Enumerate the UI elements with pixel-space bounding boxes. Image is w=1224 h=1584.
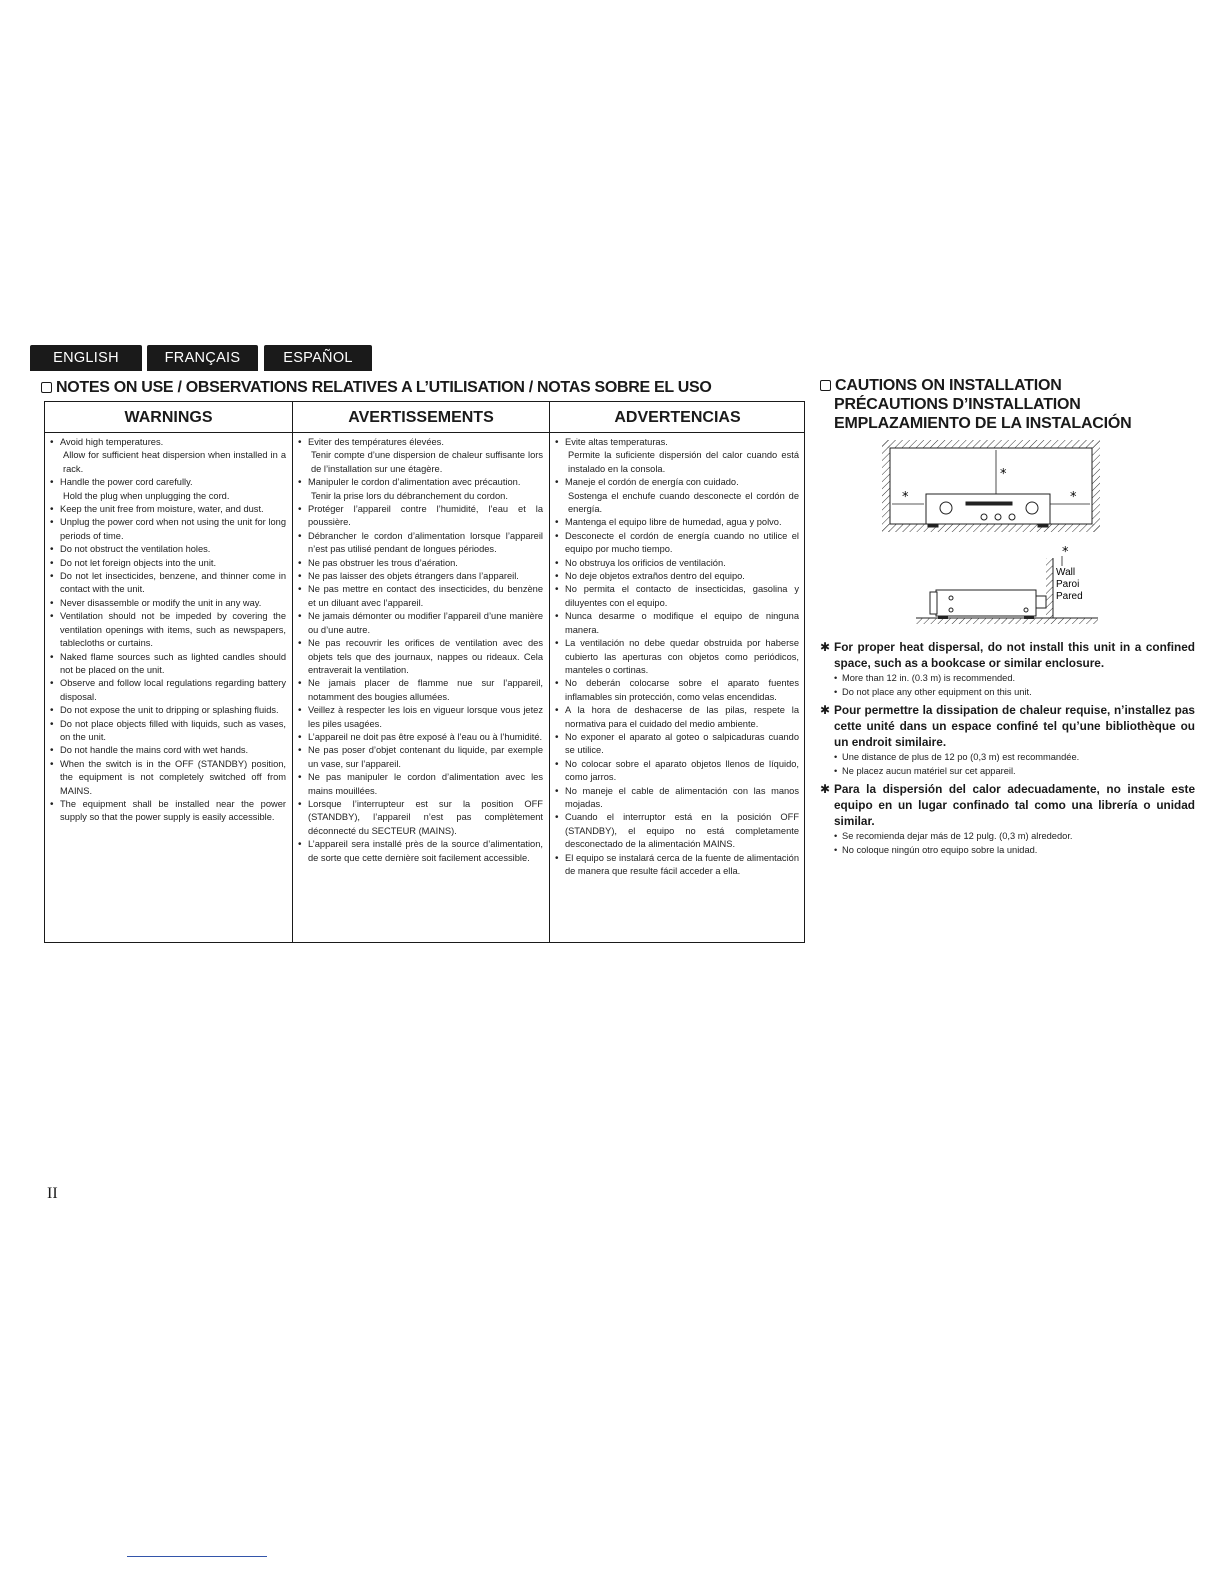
list-item xyxy=(550,852,799,879)
tab-francais: FRANÇAIS xyxy=(147,345,258,371)
advertencias-list xyxy=(550,436,805,942)
list-item xyxy=(550,610,799,637)
warnings-heading: WARNINGS xyxy=(45,402,292,433)
list-item-detail: Permite la suficiente dispersión del calor cuando está instalado en la consola. xyxy=(568,450,799,474)
clearance-star: * xyxy=(1000,467,1007,482)
cautions-title: CAUTIONS ON INSTALLATION PRÉCAUTIONS D’INSTALLATION EMPLAZAMIENTO DE LA INSTALACIÓN xyxy=(820,376,1132,433)
list-item xyxy=(293,583,543,610)
notes-table xyxy=(44,401,805,943)
paroi-label: Paroi xyxy=(1056,579,1080,590)
pared-label: Pared xyxy=(1056,591,1083,602)
list-item-text: Keep the unit free from moisture, water, and dust. xyxy=(60,504,264,515)
list-item-text: Ne pas mettre en contact des insecticides, du benzène et un diluant avec l’appareil. xyxy=(308,584,543,608)
list-item xyxy=(45,744,286,757)
list-item xyxy=(550,516,799,529)
list-item xyxy=(293,610,543,637)
asterisk-icon: ✱ xyxy=(820,782,831,797)
list-item-text: No permita el contacto de insecticidas, gasolina y diluyentes con el equipo. xyxy=(565,584,799,608)
list-item xyxy=(550,557,799,570)
list-item-text: Do not let insecticides, benzene, and thinner come in contact with the unit. xyxy=(60,571,286,595)
list-item xyxy=(45,651,286,678)
list-item-text: A la hora de deshacerse de las pilas, respete la normativa para el cuidado del medio ambiente. xyxy=(565,705,799,729)
list-item-text: Maneje el cordón de energía con cuidado. xyxy=(565,477,739,488)
notes-on-use-title: NOTES ON USE / OBSERVATIONS RELATIVES A L’UTILISATION / NOTAS SOBRE EL USO xyxy=(41,379,712,397)
list-item-text: Do not obstruct the ventilation holes. xyxy=(60,544,211,555)
list-item-text: Observe and follow local regulations regarding battery disposal. xyxy=(60,678,286,702)
list-item: • More than 12 in. (0.3 m) is recommended. xyxy=(834,672,1195,686)
list-item xyxy=(550,570,799,583)
checkbox-square-icon xyxy=(41,382,52,393)
list-item xyxy=(293,771,543,798)
page-number: II xyxy=(47,1185,58,1202)
list-item-detail: Allow for sufficient heat dispersion when installed in a rack. xyxy=(63,450,286,474)
list-item-text: Avoid high temperatures. xyxy=(60,437,164,447)
list-item-text: Ne pas laisser des objets étrangers dans l’appareil. xyxy=(308,571,519,582)
list-item-text: Unplug the power cord when not using the unit for long periods of time. xyxy=(60,517,286,541)
list-item-text: Veillez à respecter les lois en vigueur lorsque vous jetez les piles usagées. xyxy=(308,705,543,729)
list-item xyxy=(45,718,286,745)
list-item-detail: Sostenga el enchufe cuando desconecte el cordón de energía. xyxy=(568,490,799,515)
tab-espanol: ESPAÑOL xyxy=(264,345,372,371)
wall-label: Wall xyxy=(1056,567,1076,578)
checkbox-square-icon xyxy=(820,380,831,391)
list-item xyxy=(293,503,543,530)
list-item-text: Eviter des températures élevées. xyxy=(308,437,444,447)
list-item xyxy=(45,516,286,543)
list-item-text: No deberán colocarse sobre el aparato fuentes inflamables sin protección, como velas encendidas. xyxy=(565,678,799,702)
list-item xyxy=(45,436,286,476)
tab-english: ENGLISH xyxy=(30,345,142,371)
list-item-text: Lorsque l’interrupteur est sur la position OFF (STANDBY), l’appareil n’est pas complètement déconnecté du SECTEUR (MAINS). xyxy=(308,798,543,836)
list-item xyxy=(293,838,543,865)
list-item-text: When the switch is in the OFF (STANDBY) position, the equipment is not completely switched off from MAINS. xyxy=(60,758,286,796)
cautions-title-es: EMPLAZAMIENTO DE LA INSTALACIÓN xyxy=(834,415,1132,432)
list-item xyxy=(45,557,286,570)
list-item xyxy=(550,704,799,731)
list-item-text: Naked flame sources such as lighted candles should not be placed on the unit. xyxy=(60,651,286,675)
list-item xyxy=(293,677,543,704)
list-item-text: Ne pas poser d’objet contenant du liquide, par exemple un vase, sur l’appareil. xyxy=(308,745,543,769)
list-item-text: Ne pas manipuler le cordon d’alimentation avec les mains mouillées. xyxy=(308,772,543,796)
list-item-text: Cuando el interruptor está en la posición OFF (STANDBY), el equipo no está completamente desconectado de la alimentación MAINS. xyxy=(565,812,799,850)
list-item-text: La ventilación no debe quedar obstruida por haberse cubierto las aperturas con objetos como periódicos, manteles o cortinas. xyxy=(565,638,799,675)
caution-point-es: ✱ Para la dispersión del calor adecuadamente, no instale este equipo en un lugar confinado tal como una librería o unidad similar. • Se recomienda dejar más de 12 pulg. (0,3 m) alrededor. • No coloque ningún otro equipo sobre la unidad. xyxy=(820,782,1195,857)
list-item-detail: Hold the plug when unplugging the cord. xyxy=(63,490,230,501)
list-item-text: Handle the power cord carefully. xyxy=(60,477,193,488)
list-item: • Une distance de plus de 12 po (0,3 m) est recommandée. xyxy=(834,751,1195,765)
clearance-star: * xyxy=(1070,490,1077,505)
list-item-text: The equipment shall be installed near the power supply so that the power supply is easily accessible. xyxy=(60,798,286,823)
list-item-text: Débrancher le cordon d’alimentation lorsque l’appareil n’est pas utilisé pendant de longues périodes. xyxy=(308,530,543,555)
list-item xyxy=(293,731,543,744)
list-item-text: L’appareil sera installé près de la source d’alimentation, de sorte que cette dernière soit facilement accessible. xyxy=(308,839,543,863)
list-item xyxy=(550,637,799,677)
cautions-title-fr: PRÉCAUTIONS D’INSTALLATION xyxy=(834,396,1081,413)
list-item xyxy=(293,436,543,476)
list-item-text: No colocar sobre el aparato objetos llenos de líquido, como jarros. xyxy=(565,758,799,783)
list-item-text: Do not let foreign objects into the unit. xyxy=(60,557,217,568)
list-item-text: No exponer el aparato al goteo o salpicaduras cuando se utilice. xyxy=(565,731,799,756)
list-item-text: Ne pas obstruer les trous d’aération. xyxy=(308,557,458,568)
avertissements-list xyxy=(293,436,549,942)
list-item xyxy=(293,530,543,557)
list-item xyxy=(45,503,286,516)
advertencias-heading: ADVERTENCIAS xyxy=(550,402,805,433)
list-item xyxy=(293,744,543,771)
list-item xyxy=(550,436,799,476)
list-item xyxy=(45,476,286,503)
list-item xyxy=(293,798,543,838)
list-item-text: L’appareil ne doit pas être exposé à l’eau ou à l’humidité. xyxy=(308,731,543,742)
list-item-text: Do not expose the unit to dripping or splashing fluids. xyxy=(60,705,279,716)
caution-points xyxy=(820,640,1195,861)
avertissements-heading: AVERTISSEMENTS xyxy=(293,402,549,433)
list-item-text: Nunca desarme o modifique el equipo de ninguna manera. xyxy=(565,611,799,635)
clearance-star: * xyxy=(1062,545,1069,560)
list-item xyxy=(45,704,286,717)
amplifier-front-view xyxy=(926,494,1050,527)
asterisk-icon: ✱ xyxy=(820,640,831,654)
list-item xyxy=(293,570,543,583)
list-item xyxy=(550,731,799,758)
list-item: • Ne placez aucun matériel sur cet appareil. xyxy=(834,765,1195,779)
list-item-text: Do not place objects filled with liquids, such as vases, on the unit. xyxy=(60,718,286,742)
list-item xyxy=(550,583,799,610)
caution-point-fr: ✱ Pour permettre la dissipation de chaleur requise, n’installez pas cette unité dans un espace confiné tel qu’une bibliothèque ou un endroit similaire. • Une distance de plus de 12 po (0,3 m) est recommandée. • Ne placez aucun matériel sur cet appareil. xyxy=(820,703,1195,778)
list-item xyxy=(550,677,799,704)
list-item-text: Manipuler le cordon d’alimentation avec précaution. xyxy=(308,477,521,488)
list-item-text: Do not handle the mains cord with wet hands. xyxy=(60,745,249,756)
list-item-text: El equipo se instalará cerca de la fuente de alimentación de manera que resulte fácil acceder a ella. xyxy=(565,852,799,876)
list-item xyxy=(550,811,799,851)
list-item xyxy=(293,637,543,677)
list-item-detail: Tenir compte d’une dispersion de chaleur suffisante lors de l’installation sur une étagère. xyxy=(311,450,543,474)
list-item: • No coloque ningún otro equipo sobre la unidad. xyxy=(834,844,1195,858)
clearance-star: * xyxy=(902,490,909,505)
installation-clearance-diagram xyxy=(876,438,1106,638)
list-item-text: Ne jamais démonter ou modifier l’appareil d’une manière ou d’une autre. xyxy=(308,611,543,635)
list-item xyxy=(45,597,286,610)
list-item-text: Desconecte el cordón de energía cuando no utilice el equipo por mucho tiempo. xyxy=(565,530,799,555)
list-item xyxy=(45,543,286,556)
warnings-list xyxy=(45,436,292,942)
list-item xyxy=(45,610,286,650)
list-item-text: Ne jamais placer de flamme nue sur l’appareil, notamment des bougies allumées. xyxy=(308,678,543,702)
list-item xyxy=(45,758,286,798)
caution-point-en: ✱ For proper heat dispersal, do not install this unit in a confined space, such as a bookcase or similar enclosure. • More than 12 in. (0.3 m) is recommended. • Do not place any other equipment on this unit. xyxy=(820,640,1195,699)
list-item-detail: Tenir la prise lors du débranchement du cordon. xyxy=(311,490,508,501)
list-item xyxy=(293,704,543,731)
list-item-text: Protéger l’appareil contre l’humidité, l’eau et la poussière. xyxy=(308,504,543,528)
list-item-text: Mantenga el equipo libre de humedad, agua y polvo. xyxy=(565,517,782,528)
list-item xyxy=(293,476,543,503)
list-item: • Do not place any other equipment on this unit. xyxy=(834,686,1195,700)
list-item xyxy=(550,758,799,785)
list-item xyxy=(45,798,286,825)
asterisk-icon: ✱ xyxy=(820,703,831,718)
list-item xyxy=(45,677,286,704)
list-item-text: Ne pas recouvrir les orifices de ventilation avec des objets tels que des journaux, nappes ou rideaux. Cela entraverait la ventilation. xyxy=(308,638,543,675)
list-item: • Se recomienda dejar más de 12 pulg. (0,3 m) alrededor. xyxy=(834,830,1195,844)
list-item-text: Ventilation should not be impeded by covering the ventilation openings with items, such as newspapers, tablecloths or curtains. xyxy=(60,611,286,649)
list-item-text: Never disassemble or modify the unit in any way. xyxy=(60,597,262,608)
bottom-rule xyxy=(127,1556,267,1557)
list-item-text: No maneje el cable de alimentación con las manos mojadas. xyxy=(565,785,799,809)
list-item xyxy=(45,570,286,597)
list-item-text: No deje objetos extraños dentro del equipo. xyxy=(565,571,745,582)
list-item-text: Evite altas temperaturas. xyxy=(565,437,668,447)
list-item xyxy=(550,476,799,516)
list-item xyxy=(550,530,799,557)
list-item xyxy=(550,785,799,812)
list-item-text: No obstruya los orificios de ventilación. xyxy=(565,557,726,568)
list-item xyxy=(293,557,543,570)
